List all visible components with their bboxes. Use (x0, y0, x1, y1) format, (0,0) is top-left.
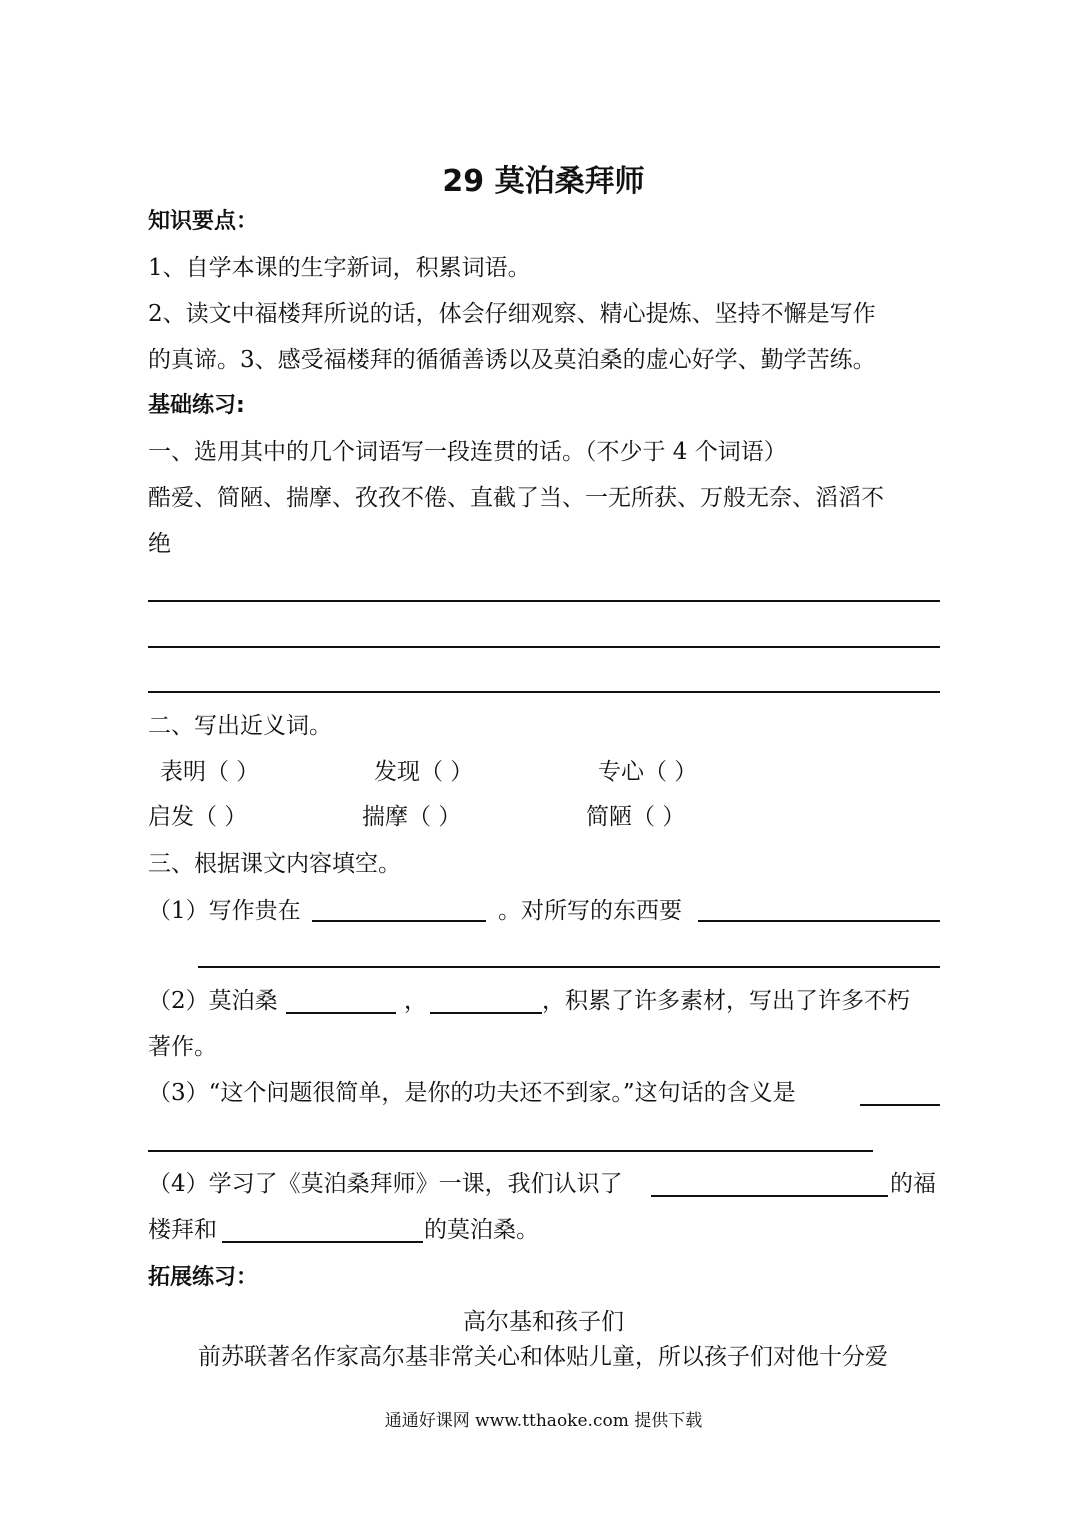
question-2: 二、写出近义词。 (148, 713, 332, 739)
footer-text: 通通好课网 www.tthaoke.com 提供下载 (384, 1411, 703, 1431)
story-title: 高尔基和孩子们 (463, 1309, 624, 1335)
fill-4-line2-end: 的莫泊桑。 (424, 1217, 539, 1243)
fill-1-blank-c[interactable] (198, 966, 940, 968)
knowledge-item-2a: 2、读文中福楼拜所说的话，体会仔细观察、精心提炼、坚持不懈是写作 (148, 301, 876, 327)
word-list-b: 绝 (148, 531, 171, 557)
fill-2-rest: ，积累了许多素材，写出了许多不朽 (542, 988, 910, 1014)
fill-2-label: （2）莫泊桑 (148, 988, 278, 1014)
knowledge-heading: 知识要点： (148, 209, 259, 234)
basic-heading: 基础练习: (148, 393, 245, 418)
synonym-item[interactable]: 发现（ ） (374, 759, 474, 785)
fill-4-blank-b[interactable] (222, 1241, 423, 1243)
synonym-item[interactable]: 表明（ ） (160, 759, 260, 785)
answer-line-1[interactable] (148, 600, 940, 602)
fill-2-end: 著作。 (148, 1034, 217, 1060)
fill-2-comma: ， (404, 988, 427, 1014)
fill-3-label: （3）“这个问题很简单，是你的功夫还不到家。”这句话的含义是 (148, 1080, 796, 1106)
extend-heading: 拓展练习： (148, 1265, 259, 1290)
word-list-a: 酷爱、简陋、揣摩、孜孜不倦、直截了当、一无所获、万般无奈、滔滔不 (148, 485, 884, 511)
fill-2-blank-b[interactable] (430, 1012, 542, 1014)
fill-1-blank-a[interactable] (312, 920, 486, 922)
answer-line-3[interactable] (148, 691, 940, 693)
fill-4-label: （4）学习了《莫泊桑拜师》一课，我们认识了 (148, 1171, 623, 1197)
synonym-item[interactable]: 专心（ ） (598, 759, 698, 785)
fill-1-label: （1）写作贵在 (148, 898, 301, 924)
synonym-item[interactable]: 简陋（ ） (586, 804, 686, 830)
page-title: 29 莫泊桑拜师 (442, 164, 645, 199)
synonym-item[interactable]: 揣摩（ ） (362, 804, 462, 830)
fill-4-line2-start: 楼拜和 (148, 1217, 217, 1243)
fill-4-blank-a[interactable] (651, 1195, 888, 1197)
fill-1-mid: 。对所写的东西要 (498, 898, 682, 924)
fill-2-blank-a[interactable] (286, 1012, 396, 1014)
fill-1-blank-b[interactable] (698, 920, 940, 922)
knowledge-item-1: 1、自学本课的生字新词，积累词语。 (148, 255, 531, 281)
synonym-item[interactable]: 启发（ ） (148, 804, 248, 830)
knowledge-item-2b: 的真谛。3、感受福楼拜的循循善诱以及莫泊桑的虚心好学、勤学苦练。 (148, 347, 876, 373)
answer-line-2[interactable] (148, 646, 940, 648)
fill-3-blank-b[interactable] (148, 1150, 873, 1152)
story-line-1: 前苏联著名作家高尔基非常关心和体贴儿童，所以孩子们对他十分爱 (198, 1344, 888, 1370)
fill-4-tail: 的福 (890, 1171, 936, 1197)
fill-3-blank-a[interactable] (860, 1104, 940, 1106)
question-3: 三、根据课文内容填空。 (148, 851, 401, 877)
question-1: 一、选用其中的几个词语写一段连贯的话。（不少于 4 个词语） (148, 439, 787, 465)
